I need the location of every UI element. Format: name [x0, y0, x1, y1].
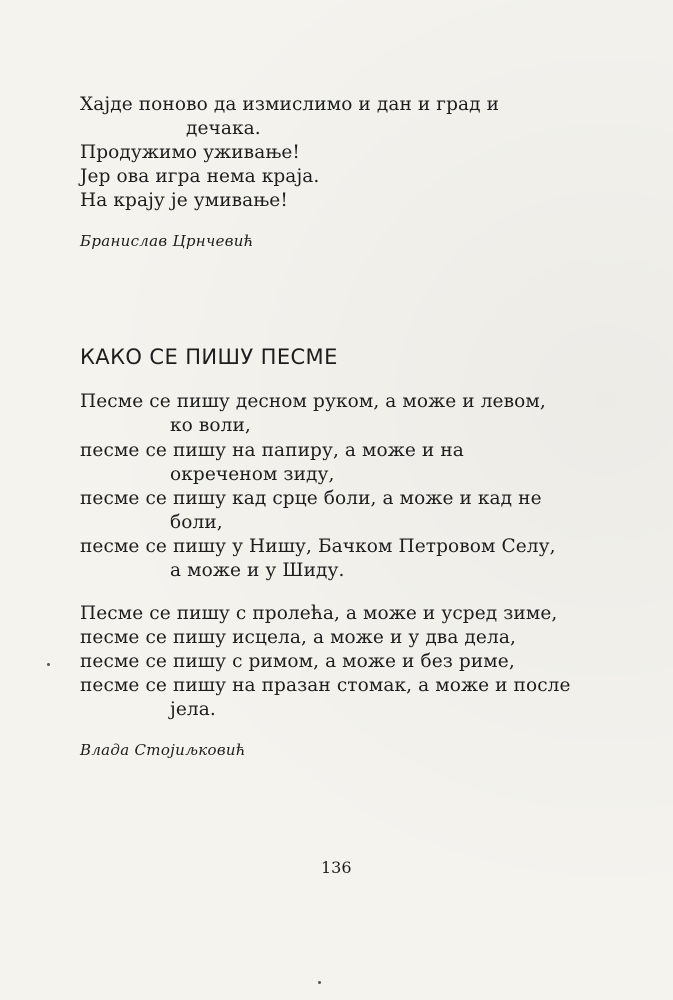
poem2-author: Влада Стојиљковић	[80, 741, 246, 759]
poem1-author: Бранислав Црнчевић	[80, 232, 254, 250]
stanza1-line-1: Песме се пишу десном руком, а може и левом,	[80, 391, 546, 412]
stanza2-line-5: јела.	[170, 699, 216, 720]
stanza1-line-7: песме се пишу у Нишу, Бачком Петровом Селу,	[80, 536, 556, 557]
stanza2-line-3: песме се пишу с римом, а може и без риме,	[80, 651, 515, 672]
stanza2-line-2: песме се пишу исцела, а може и у два дела,	[80, 627, 516, 648]
stanza1-line-6: боли,	[170, 512, 223, 533]
stanza2-line-4: песме се пишу на празан стомак, а може и после	[80, 675, 571, 696]
ink-speck	[47, 663, 50, 666]
stanza1-line-5: песме се пишу кад срце боли, а може и кад не	[80, 488, 542, 509]
poem1-line-5: На крају је умивање!	[80, 190, 288, 211]
page-number: 136	[321, 858, 352, 877]
poem2-title: КАКО СЕ ПИШУ ПЕСМЕ	[80, 345, 338, 369]
poem1-line-2: дечака.	[186, 118, 261, 139]
poem1-line-1: Хајде поново да измислимо и дан и град и	[80, 94, 500, 115]
stanza2-line-1: Песме се пишу с пролећа, а може и усред зиме,	[80, 603, 558, 624]
stanza1-line-4: окреченом зиду,	[170, 464, 335, 485]
stanza1-line-8: а може и у Шиду.	[170, 560, 345, 581]
stanza1-line-3: песме се пишу на папиру, а може и на	[80, 440, 464, 461]
stanza1-line-2: ко воли,	[170, 415, 251, 436]
poem1-line-3: Продужимо уживање!	[80, 142, 300, 163]
poem1-line-4: Јер ова игра нема краја.	[80, 166, 320, 187]
ink-speck	[318, 981, 321, 984]
